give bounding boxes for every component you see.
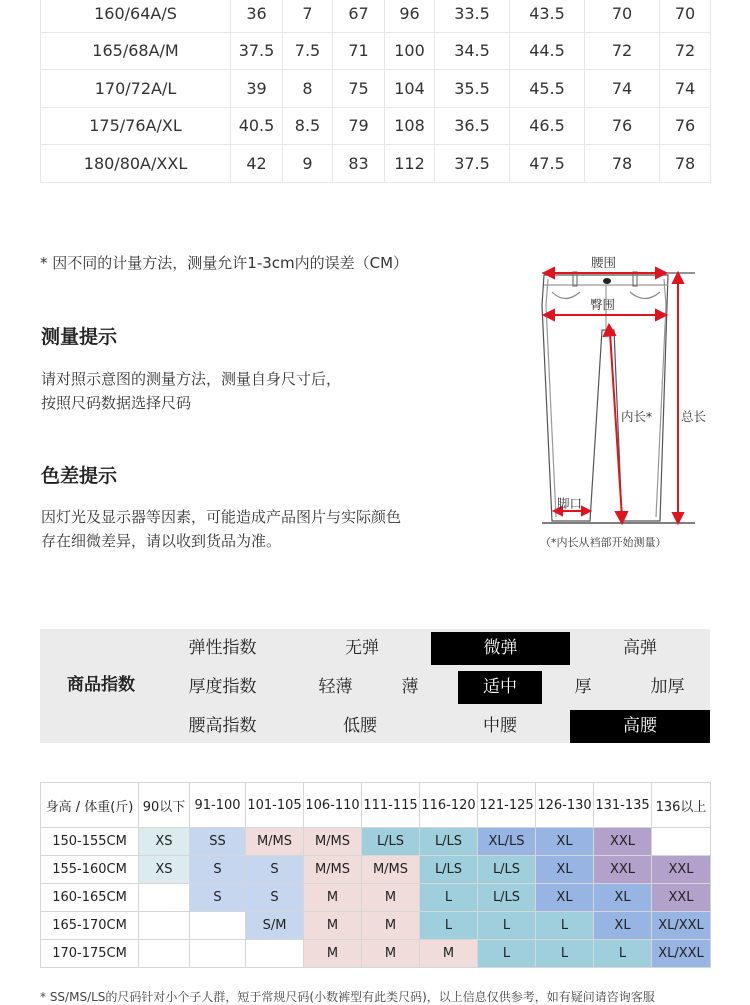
size-recommendation-cell: M bbox=[420, 940, 478, 968]
weight-header: 136以上 bbox=[652, 783, 711, 828]
height-cell: 160-165CM bbox=[41, 884, 139, 912]
size-value-cell: 74 bbox=[660, 70, 711, 108]
size-value-cell: 74 bbox=[585, 70, 660, 108]
size-recommendation-cell: XXL bbox=[594, 828, 652, 856]
measure-tip-text bbox=[41, 367, 341, 415]
size-table bbox=[40, 0, 711, 183]
size-recommendation-cell: S bbox=[190, 884, 246, 912]
size-recommendation-cell: L/LS bbox=[478, 856, 536, 884]
size-label-cell: 160/64A/S bbox=[41, 0, 231, 32]
size-value-cell: 108 bbox=[385, 107, 435, 145]
size-row bbox=[41, 70, 711, 108]
size-value-cell: 76 bbox=[660, 107, 711, 145]
height-cell: 150-155CM bbox=[41, 828, 139, 856]
size-recommendation-cell: XL/XXL bbox=[652, 940, 711, 968]
size-recommendation-cell: XL/LS bbox=[478, 828, 536, 856]
size-recommendation-cell bbox=[139, 940, 190, 968]
inseam-label: 内长* bbox=[621, 409, 653, 424]
index-option-selected: 适中 bbox=[458, 671, 542, 704]
size-recommendation-cell: M bbox=[362, 884, 420, 912]
diagram-caption: （*内长从裆部开始测量） bbox=[540, 536, 667, 549]
weight-header: 121-125 bbox=[478, 783, 536, 828]
size-recommendation-cell: L bbox=[536, 912, 594, 940]
size-recommendation-cell: S bbox=[246, 856, 304, 884]
size-row bbox=[41, 145, 711, 183]
size-label-cell: 180/80A/XXL bbox=[41, 145, 231, 183]
color-tip-line: 因灯光及显示器等因素，可能造成产品图片与实际颜色 bbox=[41, 508, 402, 526]
size-recommendation-cell: M bbox=[362, 912, 420, 940]
size-recommendation-cell: XL bbox=[594, 912, 652, 940]
size-recommendation-cell: XXL bbox=[652, 884, 711, 912]
size-recommendation-cell: M/MS bbox=[304, 828, 362, 856]
index-option: 中腰 bbox=[483, 716, 517, 736]
size-recommendation-cell: XL bbox=[536, 856, 594, 884]
size-recommendation-cell: L bbox=[594, 940, 652, 968]
size-recommendation-cell: XXL bbox=[652, 856, 711, 884]
product-index-panel bbox=[40, 629, 710, 743]
pants-measurement-diagram bbox=[530, 245, 730, 565]
recommend-row bbox=[41, 884, 711, 912]
size-recommendation-cell: M/MS bbox=[362, 856, 420, 884]
size-recommendation-cell: L bbox=[478, 912, 536, 940]
size-recommendation-cell: M/MS bbox=[246, 828, 304, 856]
size-recommendation-cell: L bbox=[420, 884, 478, 912]
size-recommendation-cell: S bbox=[190, 856, 246, 884]
size-value-cell: 8.5 bbox=[283, 107, 333, 145]
size-recommendation-cell: L/LS bbox=[362, 828, 420, 856]
size-recommendation-cell: XL bbox=[536, 828, 594, 856]
size-value-cell: 36.5 bbox=[435, 107, 510, 145]
size-value-cell: 39 bbox=[231, 70, 283, 108]
weight-header: 106-110 bbox=[304, 783, 362, 828]
index-option: 加厚 bbox=[650, 677, 685, 697]
size-value-cell: 43.5 bbox=[510, 0, 585, 32]
size-value-cell: 7.5 bbox=[283, 32, 333, 70]
size-row bbox=[41, 107, 711, 145]
size-value-cell: 79 bbox=[333, 107, 385, 145]
size-value-cell: 45.5 bbox=[510, 70, 585, 108]
size-value-cell: 112 bbox=[385, 145, 435, 183]
footnote: * SS/MS/LS的尺码针对小个子人群，短于常规尺码(小数裤型有此类尺码)，以上信息仅供参考，如有疑问请咨询客服 bbox=[40, 990, 655, 1004]
size-value-cell: 96 bbox=[385, 0, 435, 32]
hem-label: 脚口 bbox=[557, 496, 583, 511]
size-recommendation-cell: XS bbox=[139, 828, 190, 856]
size-recommendation-cell: L/LS bbox=[420, 828, 478, 856]
pants-illustration bbox=[530, 245, 730, 565]
size-recommendation-cell: XL bbox=[536, 884, 594, 912]
index-option: 厚 bbox=[574, 677, 592, 697]
recommend-row bbox=[41, 940, 711, 968]
size-value-cell: 37.5 bbox=[231, 32, 283, 70]
size-recommendation-cell: XXL bbox=[594, 856, 652, 884]
recommend-row bbox=[41, 912, 711, 940]
button bbox=[603, 278, 611, 284]
length-label: 总长 bbox=[681, 409, 707, 424]
size-value-cell: 33.5 bbox=[435, 0, 510, 32]
size-recommendation-cell bbox=[139, 912, 190, 940]
size-recommendation-cell: XL/XXL bbox=[652, 912, 711, 940]
measure-tip-title: 测量提示 bbox=[41, 326, 118, 348]
size-recommendation-cell: S bbox=[246, 884, 304, 912]
index-option: 高弹 bbox=[623, 638, 657, 658]
size-value-cell: 36 bbox=[231, 0, 283, 32]
size-value-cell: 104 bbox=[385, 70, 435, 108]
size-value-cell: 34.5 bbox=[435, 32, 510, 70]
size-recommendation-cell bbox=[190, 912, 246, 940]
size-row bbox=[41, 32, 711, 70]
size-value-cell: 76 bbox=[585, 107, 660, 145]
size-value-cell: 75 bbox=[333, 70, 385, 108]
color-tip-title: 色差提示 bbox=[41, 465, 118, 487]
waist-label: 腰围 bbox=[591, 255, 617, 270]
index-option: 低腰 bbox=[343, 716, 377, 736]
color-tip-line: 存在细微差异，请以收到货品为准。 bbox=[41, 532, 282, 550]
recommend-row bbox=[41, 856, 711, 884]
size-recommendation-cell: M bbox=[304, 940, 362, 968]
size-value-cell: 7 bbox=[283, 0, 333, 32]
size-recommendation-cell: L bbox=[420, 912, 478, 940]
height-cell: 165-170CM bbox=[41, 912, 139, 940]
height-cell: 170-175CM bbox=[41, 940, 139, 968]
size-label-cell: 165/68A/M bbox=[41, 32, 231, 70]
recommend-row bbox=[41, 828, 711, 856]
size-value-cell: 83 bbox=[333, 145, 385, 183]
size-recommendation-cell: M/MS bbox=[304, 856, 362, 884]
size-value-cell: 70 bbox=[585, 0, 660, 32]
size-value-cell: 67 bbox=[333, 0, 385, 32]
weight-header: 90以下 bbox=[139, 783, 190, 828]
size-recommendation-cell: M bbox=[304, 884, 362, 912]
size-value-cell: 42 bbox=[231, 145, 283, 183]
size-value-cell: 100 bbox=[385, 32, 435, 70]
size-value-cell: 46.5 bbox=[510, 107, 585, 145]
measure-tip-line: 按照尺码数据选择尺码 bbox=[41, 394, 192, 412]
size-value-cell: 71 bbox=[333, 32, 385, 70]
index-option-selected: 高腰 bbox=[570, 710, 710, 743]
size-recommendation-cell: M bbox=[304, 912, 362, 940]
hip-label: 臀围 bbox=[590, 297, 616, 312]
recommend-header-row bbox=[41, 783, 711, 828]
size-recommendation-cell: L/LS bbox=[478, 884, 536, 912]
index-option-selected: 微弹 bbox=[431, 632, 570, 665]
weight-header: 101-105 bbox=[246, 783, 304, 828]
size-row bbox=[41, 0, 711, 32]
size-value-cell: 8 bbox=[283, 70, 333, 108]
tolerance-note: * 因不同的计量方法，测量允许1-3cm内的误差（CM） bbox=[40, 254, 409, 272]
corner-header: 身高 / 体重(斤) bbox=[41, 783, 139, 828]
index-option: 薄 bbox=[401, 677, 419, 697]
size-value-cell: 78 bbox=[660, 145, 711, 183]
weight-header: 126-130 bbox=[536, 783, 594, 828]
size-value-cell: 72 bbox=[585, 32, 660, 70]
size-recommendation-cell: L bbox=[478, 940, 536, 968]
size-recommendation-cell bbox=[190, 940, 246, 968]
size-recommendation-cell: XL bbox=[594, 884, 652, 912]
size-value-cell: 72 bbox=[660, 32, 711, 70]
size-label-cell: 170/72A/L bbox=[41, 70, 231, 108]
weight-header: 116-120 bbox=[420, 783, 478, 828]
size-value-cell: 37.5 bbox=[435, 145, 510, 183]
weight-header: 91-100 bbox=[190, 783, 246, 828]
size-recommendation-cell: SS bbox=[190, 828, 246, 856]
size-value-cell: 9 bbox=[283, 145, 333, 183]
size-recommendation-cell bbox=[139, 884, 190, 912]
size-recommendation-cell: L/LS bbox=[420, 856, 478, 884]
size-recommendation-cell bbox=[246, 940, 304, 968]
size-value-cell: 35.5 bbox=[435, 70, 510, 108]
color-tip-text bbox=[41, 505, 401, 553]
index-option: 无弹 bbox=[345, 638, 379, 658]
weight-header: 111-115 bbox=[362, 783, 420, 828]
size-value-cell: 70 bbox=[660, 0, 711, 32]
product-index-title: 商品指数 bbox=[67, 675, 135, 695]
size-value-cell: 44.5 bbox=[510, 32, 585, 70]
weight-header: 131-135 bbox=[594, 783, 652, 828]
size-recommendation-cell: S/M bbox=[246, 912, 304, 940]
size-value-cell: 47.5 bbox=[510, 145, 585, 183]
size-recommendation-cell: M bbox=[362, 940, 420, 968]
index-option: 轻薄 bbox=[318, 677, 353, 697]
size-recommendation-table bbox=[40, 782, 711, 968]
size-label-cell: 175/76A/XL bbox=[41, 107, 231, 145]
index-row-label: 弹性指数 bbox=[188, 638, 257, 658]
measure-tip-line: 请对照示意图的测量方法，测量自身尺寸后， bbox=[41, 370, 342, 388]
height-cell: 155-160CM bbox=[41, 856, 139, 884]
size-value-cell: 40.5 bbox=[231, 107, 283, 145]
index-row-label: 腰高指数 bbox=[188, 716, 257, 736]
size-value-cell: 78 bbox=[585, 145, 660, 183]
index-row-label: 厚度指数 bbox=[188, 677, 257, 697]
size-recommendation-cell: L bbox=[536, 940, 594, 968]
size-recommendation-cell bbox=[652, 828, 711, 856]
size-recommendation-cell: XS bbox=[139, 856, 190, 884]
